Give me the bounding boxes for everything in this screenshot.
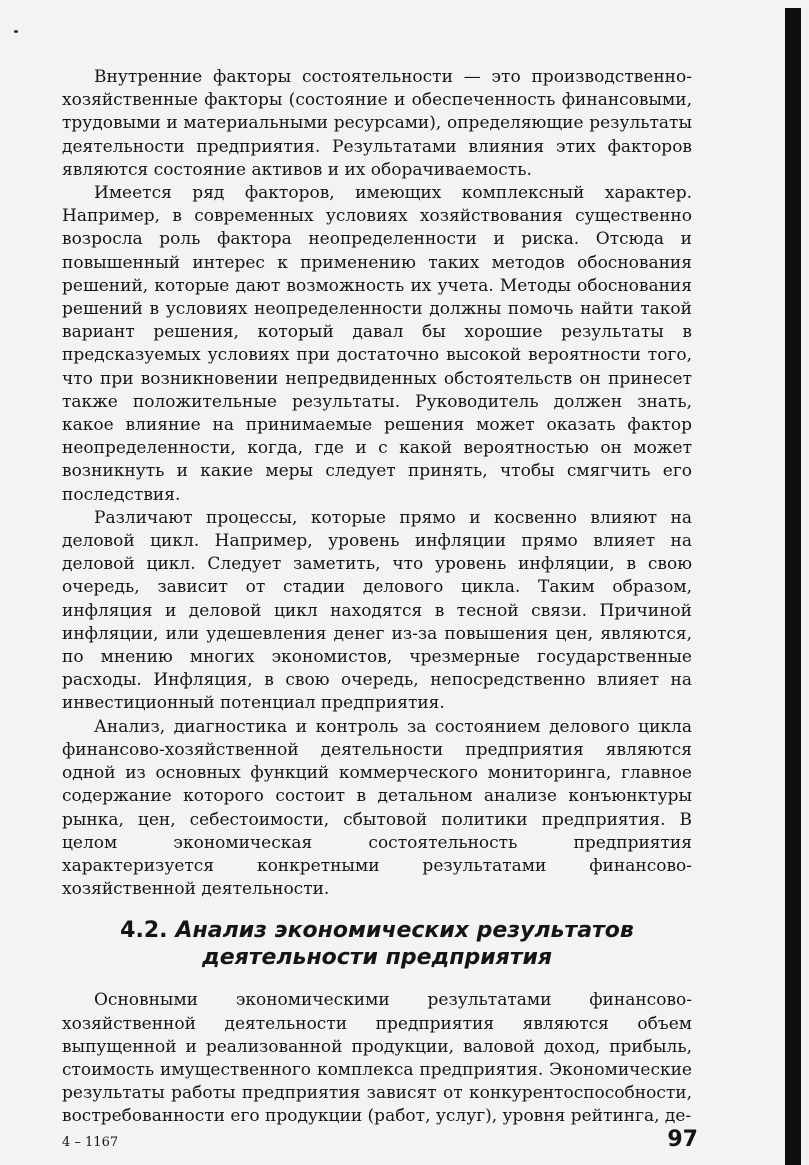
paragraph-commercial-monitoring: Анализ, диагностика и контроль за состоянием делового цикла финансово-хозяйственной деятельности предприятия являются одной из основных функций коммерческого мониторинга, главное содержание которого состоит в детальном анализе конъюнктуры рынка, цен, себестоимости, сбытовой политики предприятия. В целом экономическая состоятельность предприятия характеризуется конкретными результатами финансово-хозяйственной деятельности. xyxy=(62,716,692,900)
scan-speck xyxy=(14,30,18,33)
book-page xyxy=(62,66,692,1129)
section-heading xyxy=(62,917,692,971)
printer-signature: 4 – 1167 xyxy=(62,1135,119,1150)
section-number: 4.2. xyxy=(120,918,168,944)
paragraph-uncertainty-risk: Имеется ряд факторов, имеющих комплексный характер. Например, в современных условиях хозяйствования существенно возросла роль фактора неопределенности и риска. Отсюда и повышенный интерес к применению таких методов обоснования решений, которые дают возможность их учета. Методы обоснования решений в условиях неопределенности должны помочь найти такой вариант решения, который давал бы хорошие результаты в предсказуемых условиях при достаточно высокой вероятности того, что при возникновении непредвиденных обстоятельств он принесет также положительные результаты. Руководитель должен знать, какое влияние на принимаемые решения может оказать фактор неопределенности, когда, где и с какой вероятностью он может возникнуть и какие меры следует принять, чтобы смягчить его последствия. xyxy=(62,183,692,505)
paragraph-economic-results: Основными экономическими результатами финансово-хозяйственной деятельности предприятия являются объем выпущенной и реализованной продукции, валовой доход, прибыль, стоимость имущественного комплекса предприятия. Экономические результаты работы предприятия зависят от конкурентоспособности, востребованности его продукции (работ, услуг), уровня рейтинга, де- xyxy=(62,990,692,1127)
page-footer xyxy=(62,1122,698,1152)
section-title: Анализ экономических результатов деятельности предприятия xyxy=(175,918,634,971)
scan-edge-shadow xyxy=(785,8,801,1165)
page-number: 97 xyxy=(667,1127,698,1152)
paragraph-internal-factors: Внутренние факторы состоятельности — это производственно-хозяйственные факторы (состояние и обеспеченность финансовыми, трудовыми и материальными ресурсами), определяющие результаты деятельности предприятия. Результатами влияния этих факторов являются состояние активов и их оборачиваемость. xyxy=(62,67,692,180)
paragraph-business-cycle-inflation: Различают процессы, которые прямо и косвенно влияют на деловой цикл. Например, уровень инфляции прямо влияет на деловой цикл. Следует заметить, что уровень инфляции, в свою очередь, зависит от стадии делового цикла. Таким образом, инфляция и деловой цикл находятся в тесной связи. Причиной инфляции, или удешевления денег из-за повышения цен, являются, по мнению многих экономистов, чрезмерные государственные расходы. Инфляция, в свою очередь, непосредственно влияет на инвестиционный потенциал предприятия. xyxy=(62,507,692,714)
